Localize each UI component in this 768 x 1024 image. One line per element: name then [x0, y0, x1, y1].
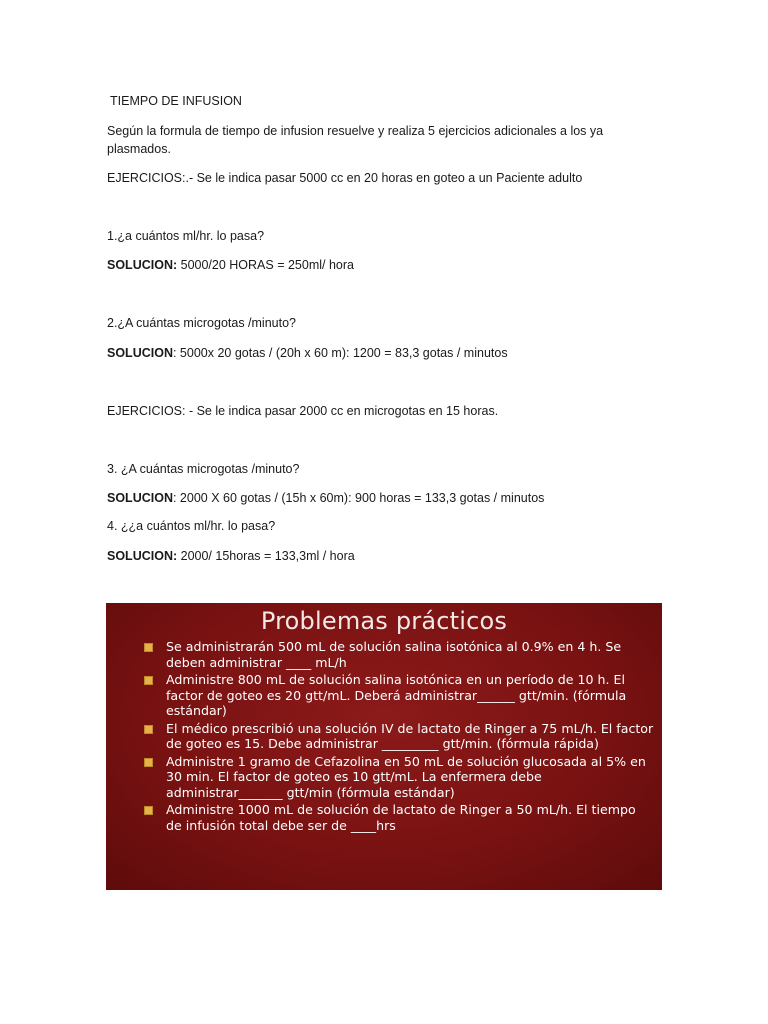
solution-4: [107, 547, 355, 565]
exercise-1-statement: EJERCICIOS:.- Se le indica pasar 5000 cc en 20 horas en goteo a un Paciente adulto: [107, 171, 583, 185]
solution-3-label: SOLUCION: [107, 491, 173, 505]
solution-3-text: : 2000 X 60 gotas / (15h x 60m): 900 horas = 133,3 gotas / minutos: [172, 491, 545, 505]
square-bullet-icon: [144, 676, 153, 685]
square-bullet-icon: [144, 643, 153, 652]
solution-4-text: 2000/ 15horas = 133,3ml / hora: [177, 549, 355, 563]
document-title: TIEMPO DE INFUSION: [110, 94, 242, 108]
solution-2-text: : 5000x 20 gotas / (20h x 60 m): 1200 = 83,3 gotas / minutos: [172, 346, 508, 360]
solution-3: [107, 489, 544, 507]
slide-bullet-text: Se administrarán 500 mL de solución salina isotónica al 0.9% en 4 h. Se deben administrar ____ mL/h: [166, 639, 622, 670]
solution-1-label: SOLUCION:: [107, 258, 178, 272]
square-bullet-icon: [144, 758, 153, 767]
square-bullet-icon: [144, 806, 153, 815]
solution-2-label: SOLUCION: [107, 346, 173, 360]
solution-2: [107, 344, 508, 362]
question-1: 1.¿a cuántos ml/hr. lo pasa?: [107, 229, 265, 243]
solution-1-text: 5000/20 HORAS = 250ml/ hora: [177, 258, 354, 272]
practice-problems-slide-image: [106, 603, 662, 890]
slide-bullet-item: [144, 754, 654, 801]
slide-bullet-text: El médico prescribió una solución IV de lactato de Ringer a 75 mL/h. El factor de goteo es 15. Debe administrar _________ gtt/min. (fórmula rápida): [166, 720, 654, 751]
solution-4-label: SOLUCION:: [107, 549, 178, 563]
exercise-2-statement: EJERCICIOS: - Se le indica pasar 2000 cc en microgotas en 15 horas.: [107, 404, 499, 418]
question-2: 2.¿A cuántas microgotas /minuto?: [107, 316, 296, 330]
slide-bullet-list: [144, 639, 654, 835]
slide-bullet-text: Administre 1000 mL de solución de lactato de Ringer a 50 mL/h. El tiempo de infusión total debe ser de ____hrs: [166, 802, 636, 833]
square-bullet-icon: [144, 725, 153, 734]
question-3: 3. ¿A cuántas microgotas /minuto?: [107, 462, 300, 476]
slide-bullet-text: Administre 1 gramo de Cefazolina en 50 mL de solución glucosada al 5% en 30 min. El factor de goteo es 10 gtt/mL. La enfermera debe administrar_______ gtt/min (fórmula estándar): [166, 753, 646, 800]
slide-title: Problemas prácticos: [260, 607, 508, 635]
slide-bullet-item: [144, 802, 654, 833]
slide-bullet-item: [144, 639, 654, 670]
slide-bullet-text: Administre 800 mL de solución salina isotónica en un período de 10 h. El factor de goteo es 20 gtt/mL. Deberá administrar______ gtt/min. (fórmula estándar): [166, 672, 627, 718]
slide-bullet-item: [144, 721, 654, 752]
slide-bullet-item: [144, 672, 654, 719]
question-4: 4. ¿¿a cuántos ml/hr. lo pasa?: [107, 519, 276, 533]
intro-paragraph: Según la formula de tiempo de infusion resuelve y realiza 5 ejercicios adicionales a los ya plasmados.: [107, 124, 604, 156]
solution-1: [107, 256, 354, 274]
